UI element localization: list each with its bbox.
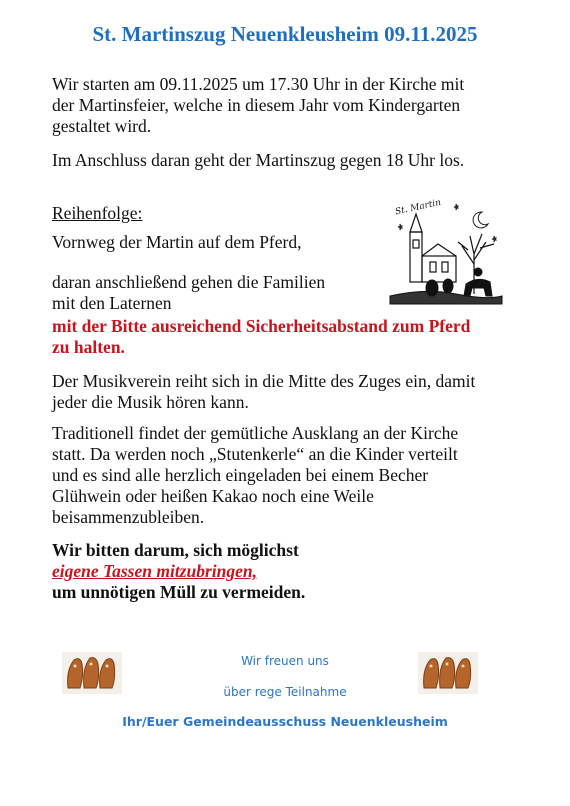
martin-line: Vornweg der Martin auf dem Pferd, xyxy=(52,232,302,252)
request-emphasis: eigene Tassen mitzubringen, xyxy=(52,561,258,581)
martin-paragraph xyxy=(52,232,301,253)
warning-line: zu halten. xyxy=(52,337,125,357)
intro-paragraph xyxy=(52,74,522,137)
anschluss-line: Im Anschluss daran geht der Martinszug gegen 18 Uhr los. xyxy=(52,150,465,170)
music-line: Der Musikverein reiht sich in die Mitte des Zuges ein, damit xyxy=(52,371,476,391)
page-title: St. Martinszug Neuenkleusheim 09.11.2025 xyxy=(92,22,478,46)
music-line: jeder die Musik hören kann. xyxy=(52,392,249,412)
request-paragraph xyxy=(52,540,305,603)
families-line: mit den Laternen xyxy=(52,293,172,313)
st-martin-sketch-icon xyxy=(386,184,504,312)
intro-line: der Martinsfeier, welche in diesem Jahr vom Kindergarten xyxy=(52,95,461,115)
intro-line: gestaltet wird. xyxy=(52,116,152,136)
order-heading xyxy=(52,203,142,224)
tradition-line: und es sind alle herzlich eingeladen bei einem Becher xyxy=(52,465,429,485)
tradition-line: statt. Da werden noch „Stutenkerle“ an die Kinder verteilt xyxy=(52,444,458,464)
music-paragraph xyxy=(52,371,475,413)
anschluss-paragraph xyxy=(52,150,464,171)
order-heading-text: Reihenfolge: xyxy=(52,203,143,223)
families-paragraph xyxy=(52,272,325,314)
safety-warning xyxy=(52,316,470,358)
tradition-line: beisammenzubleiben. xyxy=(52,507,205,527)
tradition-paragraph xyxy=(52,423,458,528)
intro-line: Wir starten am 09.11.2025 um 17.30 Uhr in der Kirche mit xyxy=(52,74,465,94)
request-line: Wir bitten darum, sich möglichst xyxy=(52,540,299,560)
footer-signature: Ihr/Euer Gemeindeausschuss Neuenkleusheim xyxy=(122,714,448,729)
families-line: daran anschließend gehen die Familien xyxy=(52,272,326,292)
tradition-line: Glühwein oder heißen Kakao noch eine Weile xyxy=(52,486,374,506)
footer-participation: über rege Teilnahme xyxy=(223,685,347,699)
warning-line: mit der Bitte ausreichend Sicherheitsabstand zum Pferd xyxy=(52,316,471,336)
illustration-caption: St. Martin xyxy=(394,197,443,218)
request-line: um unnötigen Müll zu vermeiden. xyxy=(52,582,306,602)
tradition-line: Traditionell findet der gemütliche Ausklang an der Kirche xyxy=(52,423,459,443)
footer-greeting: Wir freuen uns xyxy=(241,654,329,668)
